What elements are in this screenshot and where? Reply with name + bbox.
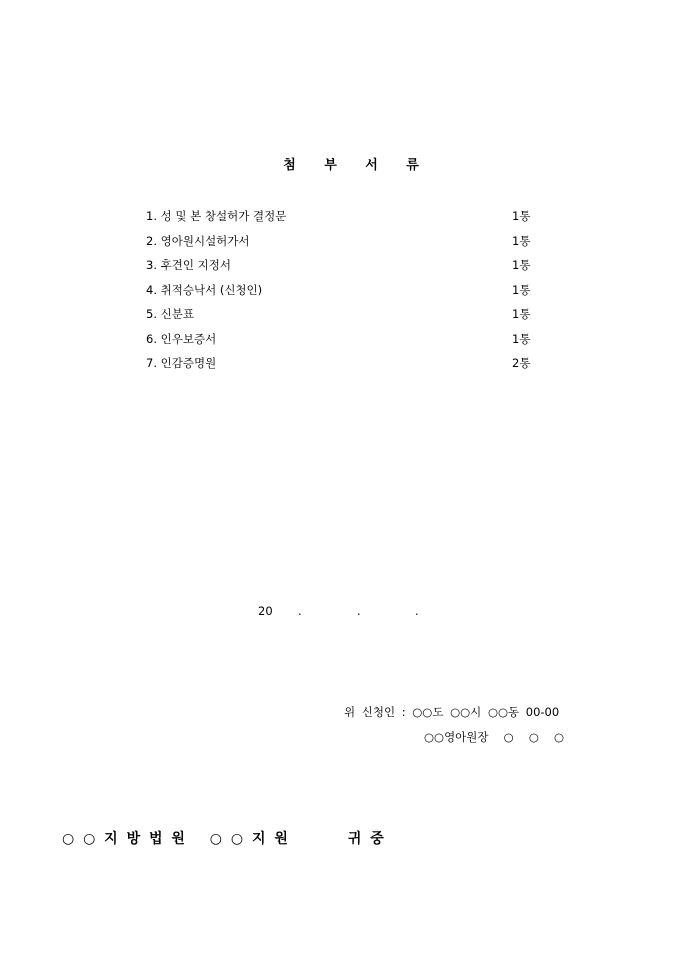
- court-name: ○ ○ 지 방 법 원 ○ ○ 지 원: [62, 831, 290, 847]
- date-line: [258, 604, 419, 618]
- attachment-name: 6. 인우보증서: [146, 331, 217, 346]
- attachment-name: 3. 후견인 지정서: [146, 258, 231, 272]
- attachment-count: 1통: [512, 209, 531, 223]
- list-item: [146, 278, 546, 303]
- court-addressee: [62, 828, 386, 848]
- list-item: [146, 204, 546, 229]
- title-text: [283, 154, 419, 173]
- list-item: [146, 229, 546, 254]
- attachment-count: 1통: [512, 331, 531, 346]
- attachment-name: 7. 인감증명원: [146, 356, 217, 370]
- applicant-name: ○○영아원장 ○ ○ ○: [424, 730, 565, 744]
- title-char: 서: [365, 158, 378, 173]
- attachment-name: 5. 신분표: [146, 307, 194, 321]
- attachment-count: 1통: [512, 258, 531, 272]
- date-year: 20: [258, 604, 273, 618]
- attachment-count: 2통: [512, 356, 531, 370]
- attachment-count: 1통: [512, 282, 531, 297]
- title-char: 첨: [283, 158, 296, 173]
- attachment-name: 2. 영아원시설허가서: [146, 233, 250, 248]
- applicant-address: 위 신청인 : ○○도 ○○시 ○○동 00-00: [344, 705, 560, 719]
- attachment-list: [146, 204, 546, 376]
- list-item: [146, 302, 546, 327]
- date-dot: .: [357, 604, 361, 618]
- list-item: [146, 327, 546, 352]
- attachment-count: 1통: [512, 307, 531, 321]
- attachment-name: 1. 성 및 본 창설허가 결정문: [146, 209, 287, 223]
- document-title: [0, 154, 680, 173]
- list-item: [146, 253, 546, 278]
- list-item: [146, 351, 546, 376]
- date-dot: .: [415, 604, 419, 618]
- attachment-name: 4. 취적승낙서 (신청인): [146, 282, 263, 297]
- title-char: 류: [406, 158, 419, 173]
- date-dot: .: [298, 604, 302, 618]
- attachment-count: 1통: [512, 233, 531, 248]
- title-char: 부: [324, 158, 337, 173]
- court-suffix: 귀 중: [347, 831, 386, 847]
